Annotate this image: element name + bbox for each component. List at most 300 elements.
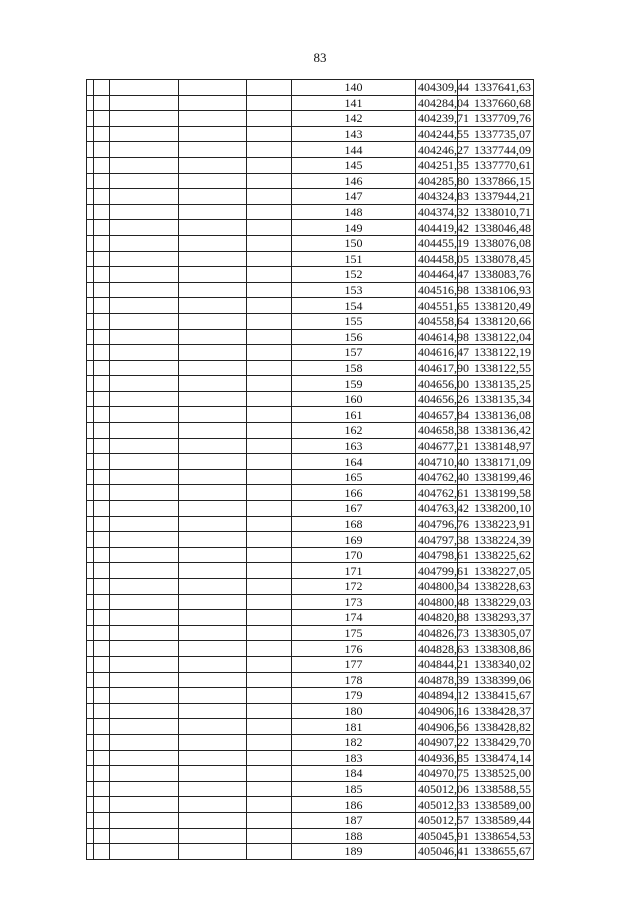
point-number-cell: 164	[292, 454, 416, 470]
empty-cell	[87, 579, 94, 595]
point-number-cell: 152	[292, 267, 416, 283]
empty-cell	[110, 688, 179, 704]
table-row	[87, 235, 584, 251]
empty-cell	[87, 251, 94, 267]
empty-cell	[179, 750, 247, 766]
y-coordinate-cell: 1338589,00	[458, 797, 534, 813]
y-coordinate-cell: 1338293,37	[458, 610, 534, 626]
y-coordinate-cell: 1338588,55	[458, 781, 534, 797]
empty-cell	[247, 95, 292, 111]
empty-cell	[110, 781, 179, 797]
empty-cell	[94, 407, 110, 423]
empty-cell	[179, 766, 247, 782]
y-coordinate-cell: 1337735,07	[458, 126, 534, 142]
point-number-cell: 183	[292, 750, 416, 766]
x-coordinate-cell: 404244,55	[416, 126, 458, 142]
x-coordinate-cell: 404800,34	[416, 579, 458, 595]
y-coordinate-cell: 1338340,02	[458, 656, 534, 672]
empty-cell	[87, 781, 94, 797]
empty-cell	[94, 641, 110, 657]
x-coordinate-cell: 404656,26	[416, 391, 458, 407]
empty-cell	[94, 423, 110, 439]
empty-cell	[179, 594, 247, 610]
empty-cell	[179, 547, 247, 563]
empty-cell	[179, 142, 247, 158]
x-coordinate-cell: 404710,40	[416, 454, 458, 470]
point-number-cell: 188	[292, 828, 416, 844]
empty-cell	[179, 329, 247, 345]
empty-cell	[110, 173, 179, 189]
empty-cell	[247, 703, 292, 719]
x-coordinate-cell: 404246,27	[416, 142, 458, 158]
empty-cell	[179, 298, 247, 314]
table-row	[87, 189, 584, 205]
empty-cell	[94, 579, 110, 595]
y-coordinate-cell: 1338655,67	[458, 844, 534, 860]
x-coordinate-cell: 404894,12	[416, 688, 458, 704]
empty-cell	[87, 688, 94, 704]
empty-cell	[179, 267, 247, 283]
empty-cell	[110, 360, 179, 376]
y-coordinate-cell: 1338525,00	[458, 766, 534, 782]
point-number-cell: 187	[292, 812, 416, 828]
y-coordinate-cell: 1337866,15	[458, 173, 534, 189]
y-coordinate-cell: 1338122,55	[458, 360, 534, 376]
point-number-cell: 163	[292, 438, 416, 454]
table-row	[87, 251, 584, 267]
table-row	[87, 750, 584, 766]
empty-cell	[110, 532, 179, 548]
empty-cell	[110, 423, 179, 439]
x-coordinate-cell: 404658,38	[416, 423, 458, 439]
empty-cell	[247, 656, 292, 672]
empty-cell	[110, 220, 179, 236]
empty-cell	[87, 812, 94, 828]
empty-cell	[94, 719, 110, 735]
empty-cell	[94, 812, 110, 828]
empty-cell	[179, 579, 247, 595]
empty-cell	[179, 391, 247, 407]
empty-cell	[247, 142, 292, 158]
y-coordinate-cell: 1338223,91	[458, 516, 534, 532]
table-row	[87, 501, 584, 517]
empty-cell	[94, 220, 110, 236]
empty-cell	[87, 828, 94, 844]
table-row	[87, 80, 584, 96]
empty-cell	[179, 734, 247, 750]
x-coordinate-cell: 404828,63	[416, 641, 458, 657]
table-row	[87, 157, 584, 173]
empty-cell	[87, 485, 94, 501]
point-number-cell: 177	[292, 656, 416, 672]
empty-cell	[247, 532, 292, 548]
empty-cell	[94, 485, 110, 501]
empty-cell	[87, 235, 94, 251]
empty-cell	[247, 282, 292, 298]
empty-cell	[179, 844, 247, 860]
empty-cell	[110, 111, 179, 127]
empty-cell	[87, 298, 94, 314]
table-row	[87, 220, 584, 236]
y-coordinate-cell: 1338136,08	[458, 407, 534, 423]
table-row	[87, 563, 584, 579]
empty-cell	[179, 313, 247, 329]
empty-cell	[110, 469, 179, 485]
point-number-cell: 157	[292, 345, 416, 361]
point-number-cell: 168	[292, 516, 416, 532]
empty-cell	[87, 391, 94, 407]
empty-cell	[87, 703, 94, 719]
point-number-cell: 160	[292, 391, 416, 407]
empty-cell	[247, 672, 292, 688]
empty-cell	[87, 111, 94, 127]
point-number-cell: 179	[292, 688, 416, 704]
empty-cell	[110, 501, 179, 517]
x-coordinate-cell: 404374,32	[416, 204, 458, 220]
y-coordinate-cell: 1338428,82	[458, 719, 534, 735]
empty-cell	[110, 828, 179, 844]
point-number-cell: 166	[292, 485, 416, 501]
empty-cell	[110, 719, 179, 735]
empty-cell	[247, 360, 292, 376]
x-coordinate-cell: 404799,61	[416, 563, 458, 579]
empty-cell	[94, 781, 110, 797]
empty-cell	[247, 719, 292, 735]
x-coordinate-cell: 404970,75	[416, 766, 458, 782]
empty-cell	[179, 360, 247, 376]
y-coordinate-cell: 1338429,70	[458, 734, 534, 750]
empty-cell	[94, 376, 110, 392]
empty-cell	[247, 750, 292, 766]
empty-cell	[110, 547, 179, 563]
empty-cell	[87, 189, 94, 205]
empty-cell	[179, 204, 247, 220]
point-number-cell: 171	[292, 563, 416, 579]
empty-cell	[94, 547, 110, 563]
point-number-cell: 150	[292, 235, 416, 251]
table-row	[87, 454, 584, 470]
point-number-cell: 185	[292, 781, 416, 797]
point-number-cell: 159	[292, 376, 416, 392]
y-coordinate-cell: 1338474,14	[458, 750, 534, 766]
empty-cell	[179, 345, 247, 361]
empty-cell	[94, 173, 110, 189]
empty-cell	[179, 126, 247, 142]
point-number-cell: 154	[292, 298, 416, 314]
x-coordinate-cell: 404285,80	[416, 173, 458, 189]
y-coordinate-cell: 1337770,61	[458, 157, 534, 173]
empty-cell	[87, 313, 94, 329]
empty-cell	[87, 267, 94, 283]
empty-cell	[87, 563, 94, 579]
table-row	[87, 532, 584, 548]
point-number-cell: 186	[292, 797, 416, 813]
empty-cell	[87, 142, 94, 158]
empty-cell	[87, 532, 94, 548]
y-coordinate-cell: 1338228,63	[458, 579, 534, 595]
x-coordinate-cell: 405045,91	[416, 828, 458, 844]
y-coordinate-cell: 1338199,58	[458, 485, 534, 501]
y-coordinate-cell: 1338171,09	[458, 454, 534, 470]
table-row	[87, 719, 584, 735]
point-number-cell: 148	[292, 204, 416, 220]
table-row	[87, 298, 584, 314]
point-number-cell: 178	[292, 672, 416, 688]
empty-cell	[94, 828, 110, 844]
table-row	[87, 703, 584, 719]
empty-cell	[247, 220, 292, 236]
empty-cell	[247, 407, 292, 423]
empty-cell	[94, 625, 110, 641]
y-coordinate-cell: 1337944,21	[458, 189, 534, 205]
x-coordinate-cell: 404797,38	[416, 532, 458, 548]
empty-cell	[110, 267, 179, 283]
empty-cell	[247, 734, 292, 750]
empty-cell	[179, 111, 247, 127]
empty-cell	[179, 80, 247, 96]
empty-cell	[179, 563, 247, 579]
page-number: 83	[313, 50, 327, 65]
empty-cell	[87, 157, 94, 173]
empty-cell	[87, 454, 94, 470]
empty-cell	[110, 298, 179, 314]
table-row	[87, 610, 584, 626]
table-row	[87, 485, 584, 501]
y-coordinate-cell: 1338046,48	[458, 220, 534, 236]
empty-cell	[247, 781, 292, 797]
empty-cell	[247, 173, 292, 189]
point-number-cell: 189	[292, 844, 416, 860]
empty-cell	[94, 282, 110, 298]
empty-cell	[110, 454, 179, 470]
point-number-cell: 165	[292, 469, 416, 485]
empty-cell	[110, 235, 179, 251]
empty-cell	[87, 376, 94, 392]
x-coordinate-cell: 404657,84	[416, 407, 458, 423]
empty-cell	[247, 547, 292, 563]
y-coordinate-cell: 1338654,53	[458, 828, 534, 844]
empty-cell	[247, 267, 292, 283]
table-row	[87, 313, 584, 329]
empty-cell	[179, 235, 247, 251]
x-coordinate-cell: 405046,41	[416, 844, 458, 860]
empty-cell	[94, 672, 110, 688]
x-coordinate-cell: 404800,48	[416, 594, 458, 610]
empty-cell	[179, 688, 247, 704]
y-coordinate-cell: 1337709,76	[458, 111, 534, 127]
point-number-cell: 141	[292, 95, 416, 111]
empty-cell	[94, 516, 110, 532]
table-row	[87, 579, 584, 595]
x-coordinate-cell: 404324,83	[416, 189, 458, 205]
empty-cell	[247, 625, 292, 641]
empty-cell	[110, 485, 179, 501]
point-number-cell: 182	[292, 734, 416, 750]
point-number-cell: 145	[292, 157, 416, 173]
empty-cell	[179, 719, 247, 735]
empty-cell	[87, 672, 94, 688]
empty-cell	[179, 656, 247, 672]
table-row	[87, 407, 584, 423]
empty-cell	[247, 345, 292, 361]
x-coordinate-cell: 404762,61	[416, 485, 458, 501]
empty-cell	[179, 454, 247, 470]
x-coordinate-cell: 404844,21	[416, 656, 458, 672]
empty-cell	[94, 438, 110, 454]
table-row	[87, 625, 584, 641]
x-coordinate-cell: 404936,85	[416, 750, 458, 766]
empty-cell	[87, 766, 94, 782]
x-coordinate-cell: 404616,47	[416, 345, 458, 361]
empty-cell	[110, 376, 179, 392]
empty-cell	[87, 734, 94, 750]
point-number-cell: 146	[292, 173, 416, 189]
empty-cell	[247, 797, 292, 813]
y-coordinate-cell: 1338078,45	[458, 251, 534, 267]
x-coordinate-cell: 404516,98	[416, 282, 458, 298]
empty-cell	[179, 828, 247, 844]
empty-cell	[87, 656, 94, 672]
table-row	[87, 844, 584, 860]
point-number-cell: 155	[292, 313, 416, 329]
empty-cell	[179, 501, 247, 517]
empty-cell	[94, 313, 110, 329]
empty-cell	[179, 625, 247, 641]
x-coordinate-cell: 404455,19	[416, 235, 458, 251]
table-row	[87, 391, 584, 407]
empty-cell	[94, 157, 110, 173]
empty-cell	[179, 516, 247, 532]
table-row	[87, 329, 584, 345]
empty-cell	[179, 423, 247, 439]
x-coordinate-cell: 404906,16	[416, 703, 458, 719]
point-number-cell: 162	[292, 423, 416, 439]
empty-cell	[110, 438, 179, 454]
empty-cell	[94, 345, 110, 361]
empty-cell	[179, 173, 247, 189]
empty-cell	[179, 812, 247, 828]
empty-cell	[110, 407, 179, 423]
empty-cell	[87, 220, 94, 236]
empty-cell	[87, 844, 94, 860]
empty-cell	[94, 360, 110, 376]
point-number-cell: 184	[292, 766, 416, 782]
y-coordinate-cell: 1338106,93	[458, 282, 534, 298]
empty-cell	[110, 766, 179, 782]
table-row	[87, 111, 584, 127]
empty-cell	[94, 267, 110, 283]
empty-cell	[110, 329, 179, 345]
empty-cell	[110, 251, 179, 267]
y-coordinate-cell: 1338224,39	[458, 532, 534, 548]
x-coordinate-cell: 404251,35	[416, 157, 458, 173]
table-row	[87, 641, 584, 657]
x-coordinate-cell: 404796,76	[416, 516, 458, 532]
table-row	[87, 594, 584, 610]
y-coordinate-cell: 1338227,05	[458, 563, 534, 579]
empty-cell	[179, 438, 247, 454]
empty-cell	[87, 360, 94, 376]
table-row	[87, 812, 584, 828]
empty-cell	[110, 313, 179, 329]
empty-cell	[110, 844, 179, 860]
point-number-cell: 173	[292, 594, 416, 610]
empty-cell	[247, 438, 292, 454]
point-number-cell: 156	[292, 329, 416, 345]
empty-cell	[247, 329, 292, 345]
empty-cell	[94, 204, 110, 220]
empty-cell	[94, 656, 110, 672]
y-coordinate-cell: 1338200,10	[458, 501, 534, 517]
x-coordinate-cell: 404617,90	[416, 360, 458, 376]
empty-cell	[87, 501, 94, 517]
y-coordinate-cell: 1338122,04	[458, 329, 534, 345]
empty-cell	[179, 376, 247, 392]
point-number-cell: 175	[292, 625, 416, 641]
empty-cell	[247, 376, 292, 392]
empty-cell	[247, 812, 292, 828]
point-number-cell: 169	[292, 532, 416, 548]
empty-cell	[247, 189, 292, 205]
empty-cell	[94, 111, 110, 127]
y-coordinate-cell: 1338308,86	[458, 641, 534, 657]
x-coordinate-cell: 404878,39	[416, 672, 458, 688]
table-row	[87, 797, 584, 813]
empty-cell	[94, 189, 110, 205]
x-coordinate-cell: 404906,56	[416, 719, 458, 735]
empty-cell	[87, 516, 94, 532]
x-coordinate-cell: 404558,64	[416, 313, 458, 329]
x-coordinate-cell: 404239,71	[416, 111, 458, 127]
table-row	[87, 516, 584, 532]
empty-cell	[179, 610, 247, 626]
empty-cell	[179, 641, 247, 657]
empty-cell	[94, 454, 110, 470]
empty-cell	[87, 594, 94, 610]
empty-cell	[94, 501, 110, 517]
empty-cell	[110, 126, 179, 142]
empty-cell	[247, 313, 292, 329]
y-coordinate-cell: 1337744,09	[458, 142, 534, 158]
empty-cell	[110, 563, 179, 579]
empty-cell	[247, 516, 292, 532]
empty-cell	[110, 189, 179, 205]
x-coordinate-cell: 404309,44	[416, 80, 458, 96]
table-row	[87, 688, 584, 704]
empty-cell	[247, 594, 292, 610]
empty-cell	[247, 204, 292, 220]
y-coordinate-cell: 1338415,67	[458, 688, 534, 704]
empty-cell	[179, 532, 247, 548]
empty-cell	[179, 282, 247, 298]
point-number-cell: 151	[292, 251, 416, 267]
empty-cell	[87, 329, 94, 345]
empty-cell	[247, 828, 292, 844]
empty-cell	[247, 610, 292, 626]
empty-cell	[110, 282, 179, 298]
empty-cell	[110, 80, 179, 96]
point-number-cell: 181	[292, 719, 416, 735]
empty-cell	[247, 641, 292, 657]
empty-cell	[110, 391, 179, 407]
empty-cell	[94, 391, 110, 407]
y-coordinate-cell: 1338229,03	[458, 594, 534, 610]
empty-cell	[87, 610, 94, 626]
table-row	[87, 204, 584, 220]
table-row	[87, 376, 584, 392]
point-number-cell: 172	[292, 579, 416, 595]
empty-cell	[94, 844, 110, 860]
